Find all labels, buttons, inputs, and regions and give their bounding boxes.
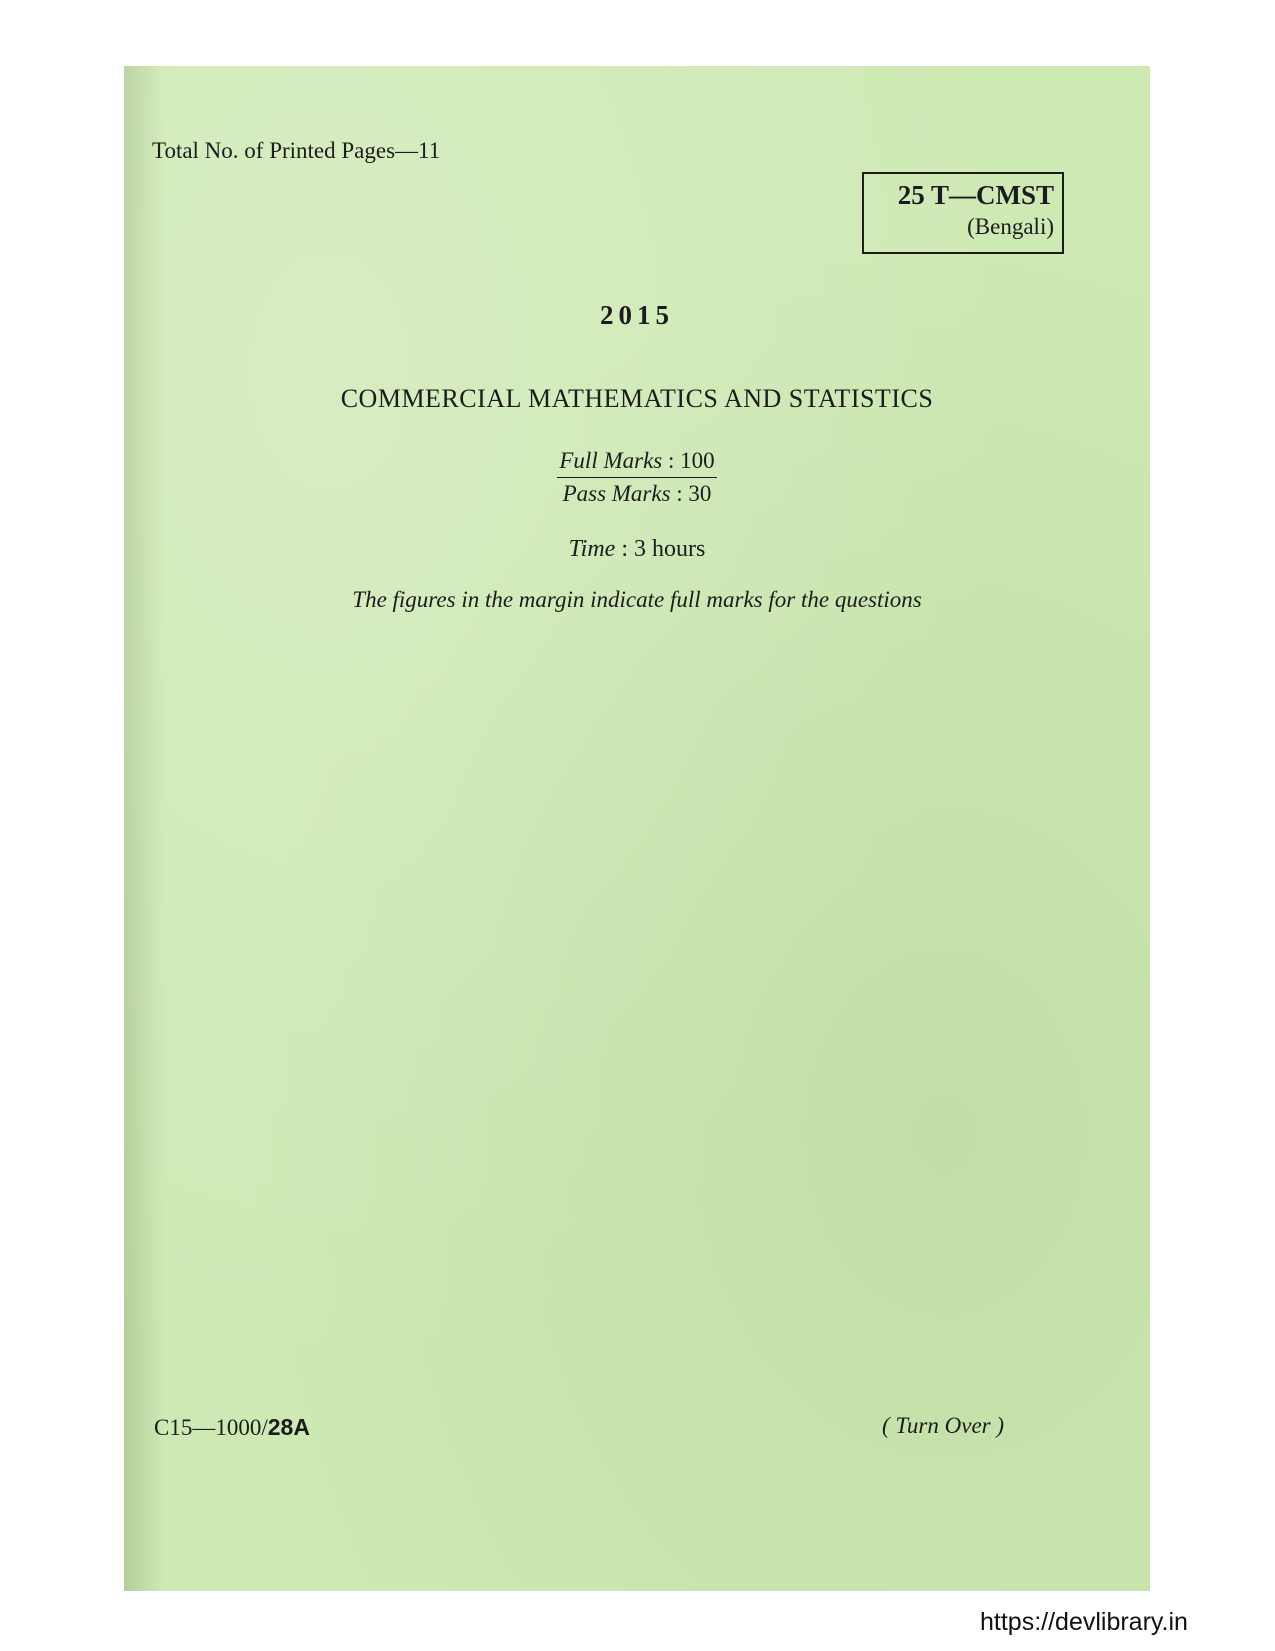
footer-code bbox=[154, 1414, 310, 1441]
full-marks bbox=[557, 445, 716, 478]
printed-pages-count: Total No. of Printed Pages—11 bbox=[152, 138, 441, 163]
full-marks-value: : 100 bbox=[667, 448, 715, 473]
footer-code-prefix: C15—1000/ bbox=[154, 1415, 268, 1440]
pass-marks-value: : 30 bbox=[676, 481, 712, 506]
time-label: Time bbox=[568, 536, 616, 562]
footer-code-suffix: 28A bbox=[267, 1414, 310, 1440]
marks-block bbox=[124, 445, 1150, 510]
time-value: : 3 hours bbox=[621, 536, 706, 562]
exam-paper-page bbox=[124, 66, 1150, 1591]
source-watermark: https://devlibrary.in bbox=[980, 1608, 1188, 1636]
pass-marks-label: Pass Marks bbox=[562, 481, 671, 506]
paper-code-box bbox=[862, 172, 1064, 254]
exam-time bbox=[124, 536, 1150, 563]
bleed-through-decoration bbox=[194, 236, 200, 262]
exam-year: 2015 bbox=[600, 300, 674, 330]
marks-instruction: The figures in the margin indicate full marks for the questions bbox=[352, 587, 922, 612]
turn-over-note: ( Turn Over ) bbox=[882, 1413, 1005, 1438]
full-marks-label: Full Marks bbox=[559, 448, 663, 473]
paper-language: (Bengali) bbox=[967, 214, 1054, 239]
subject-title: COMMERCIAL MATHEMATICS AND STATISTICS bbox=[340, 384, 934, 413]
pass-marks bbox=[557, 478, 716, 510]
paper-code: 25 T—CMST bbox=[897, 180, 1054, 210]
